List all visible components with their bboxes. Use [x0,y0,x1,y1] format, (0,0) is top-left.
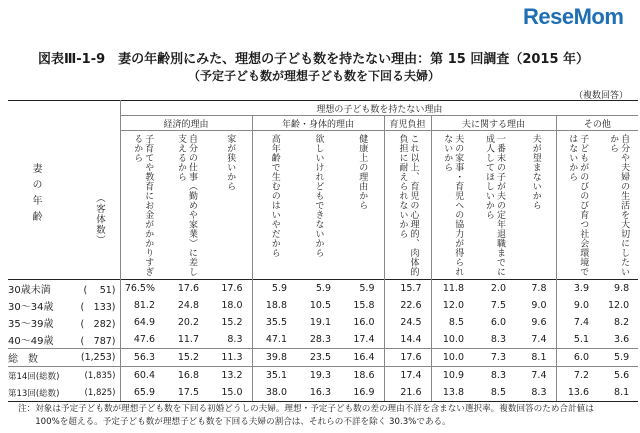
table-cell: 24.5 [384,314,431,331]
table-cell: 47.6 [120,331,164,349]
table-cell: 11.8 [431,280,473,298]
table-cell: 23.5 [296,349,340,367]
table-cell: 7.5 [490,300,506,311]
table-cell: 6.0 [490,317,506,328]
table-cell: 7.4 [515,367,556,385]
table-row [8,367,638,385]
reason-header: 家が狭いから [225,134,236,191]
table-row [8,384,638,402]
table-cell: 8.3 [473,367,515,385]
table-cell: 3.9 [556,280,598,298]
table-cell: 76.5% [120,280,164,298]
table-body [8,280,638,402]
table-cell: 8.1 [598,384,638,402]
row-count: (1,835) [76,367,120,385]
row-label: 30歳未満 [8,285,51,296]
reason-header: 欲しいけれどもできないから [313,134,324,258]
age-header: 妻の年齢 [30,163,41,227]
resemom-logo[interactable]: ReseMom [523,4,624,29]
table-cell: 15.2 [221,317,243,328]
table-row [8,280,638,298]
table-cell: 24.8 [177,300,199,311]
table-cell: 17.4 [353,334,375,345]
table-cell: 10.0 [431,331,473,349]
table-cell: 17.5 [164,384,208,402]
table-cell: 65.9 [120,384,164,402]
reason-header: 夫の家事・育児への協力が得られないから [442,134,464,277]
table-cell: 15.2 [164,349,208,367]
table-cell: 12.0 [607,300,630,311]
table-cell: 22.6 [384,297,431,314]
table-cell: 2.0 [490,283,506,294]
table-cell: 5.6 [598,367,638,385]
table-cell: 5.1 [556,331,598,349]
table-cell: 7.4 [531,334,547,345]
table-cell: 8.5 [473,384,515,402]
figure-subtitle: （予定子ども数が理想子ども数を下回る夫婦） [188,69,441,83]
table-cell: 7.3 [473,349,515,367]
footnote-line: 100%を超える。予定子ども数が理想子ども数を下回る夫婦の割合は、それらの不詳を除く 30.3%である。 [18,417,451,427]
table-cell: 8.1 [515,349,556,367]
table-cell: 10.5 [309,300,331,311]
table-cell: 16.8 [164,367,208,385]
table-cell: 13.6 [556,384,598,402]
table-cell: 47.1 [252,331,296,349]
table-cell: 19.3 [296,367,340,385]
row-count: (1,825) [76,384,120,402]
table-cell: 8.3 [515,384,556,402]
footnote [18,403,636,429]
table-cell: 19.1 [309,317,331,328]
table-cell: 11.3 [208,349,252,367]
row-count: ( 51) [83,284,116,296]
reason-header: 子どもがのびのび育つ社会環境ではないから [567,134,589,277]
row-count: ( 133) [80,301,116,313]
group-age-physical: 年齢・身体的理由 [252,116,384,131]
group-husband: 夫に関する理由 [431,116,556,131]
table-cell: 15.0 [208,384,252,402]
table-cell: 17.6 [384,349,431,367]
table-cell: 8.2 [614,317,630,328]
group-economic: 経済的理由 [120,116,252,131]
table-cell: 12.0 [431,297,473,314]
table-row [8,297,638,314]
table-cell: 56.3 [120,349,164,367]
row-label: 30～34歳 [8,302,54,313]
reason-header: 夫が望まないから [530,134,541,210]
row-label: 35～39歳 [8,319,54,330]
row-label: 40～49歳 [8,336,54,347]
table-cell: 16.4 [340,349,384,367]
table-cell: 9.8 [614,283,630,294]
multi-answer-note: （複数回答） [573,91,628,101]
table-cell: 35.5 [252,314,296,331]
table-cell: 7.4 [556,314,598,331]
reason-header: 健康上の理由から [357,134,368,210]
row-count: ( 787) [80,335,116,347]
footnote-line: 注：対象は予定子ども数が理想子ども数を下回る初婚どうしの夫婦。理想・予定子ども数の差の理由不詳を含まない選択率。複数回答のため合計値は [18,404,594,414]
row-label: 第14回(総数) [8,367,76,385]
table-cell: 6.0 [556,349,598,367]
row-count: (1,253) [76,349,120,367]
table-cell: 9.0 [556,297,598,314]
group-other: その他 [556,116,638,131]
table-cell: 15.7 [384,280,431,298]
table-cell: 5.9 [252,280,296,298]
table-cell: 5.9 [598,349,638,367]
table-cell: 35.1 [252,367,296,385]
reason-header: 子育てや教育にお金がかかりすぎるから [132,134,154,277]
table-cell: 13.2 [208,367,252,385]
table-cell: 17.6 [221,283,243,294]
table-row [8,314,638,331]
figure-title: 図表Ⅲ-1-9 妻の年齢別にみた、理想の子ども数を持たない理由：第 15 回調査（2015 年） [38,52,590,67]
table-cell: 5.9 [315,283,331,294]
reason-header: 一番末の子が夫の定年退職までに成人してほしいから [484,134,505,277]
row-label: 総 数 [8,349,76,367]
reason-header: 自分や夫婦の生活を大切にしたいから [608,134,630,277]
table-cell: 16.9 [340,384,384,402]
table-cell: 17.6 [177,283,199,294]
n-header: （客体数） [94,193,105,246]
table-cell: 28.3 [309,334,331,345]
table-cell: 9.0 [531,300,547,311]
row-header-cell [8,101,120,280]
table-cell: 7.2 [556,367,598,385]
table-row [8,349,638,367]
table-cell: 20.2 [177,317,199,328]
table-cell: 10.9 [431,367,473,385]
table-cell: 8.3 [227,334,243,345]
table-cell: 18.0 [221,300,243,311]
table-cell: 16.0 [353,317,375,328]
group-childcare: 育児負担 [384,116,431,131]
table-cell: 18.8 [252,297,296,314]
table-cell: 15.8 [353,300,375,311]
table-cell: 8.5 [431,314,473,331]
reason-header: 自分の仕事（勤めや家業）に差し支えるから [176,134,197,277]
reason-header: これ以上、育児の心理的、肉体的負担に耐えられないから [397,134,419,277]
table-cell: 18.6 [340,367,384,385]
table-cell: 7.8 [531,283,547,294]
table-cell: 39.8 [252,349,296,367]
table-cell: 5.9 [359,283,375,294]
table-cell: 64.9 [120,314,164,331]
table-cell: 13.8 [431,384,473,402]
row-count: ( 282) [80,318,116,330]
main-header: 理想の子ども数を持たない理由 [120,101,638,116]
reasons-table [8,100,638,402]
table-cell: 38.0 [252,384,296,402]
reason-header: 高年齢で生むのはいやだから [269,134,280,258]
table-cell: 9.6 [531,317,547,328]
table-cell: 10.0 [431,349,473,367]
table-cell: 3.6 [614,334,630,345]
table-row [8,331,638,349]
table-cell: 11.7 [177,334,199,345]
table-cell: 16.3 [296,384,340,402]
row-label: 第13回(総数) [8,384,76,402]
table-cell: 60.4 [120,367,164,385]
table-cell: 21.6 [384,384,431,402]
table-cell: 14.4 [384,331,431,349]
table-cell: 8.3 [490,334,506,345]
table-cell: 17.4 [384,367,431,385]
table-cell: 81.2 [120,297,164,314]
